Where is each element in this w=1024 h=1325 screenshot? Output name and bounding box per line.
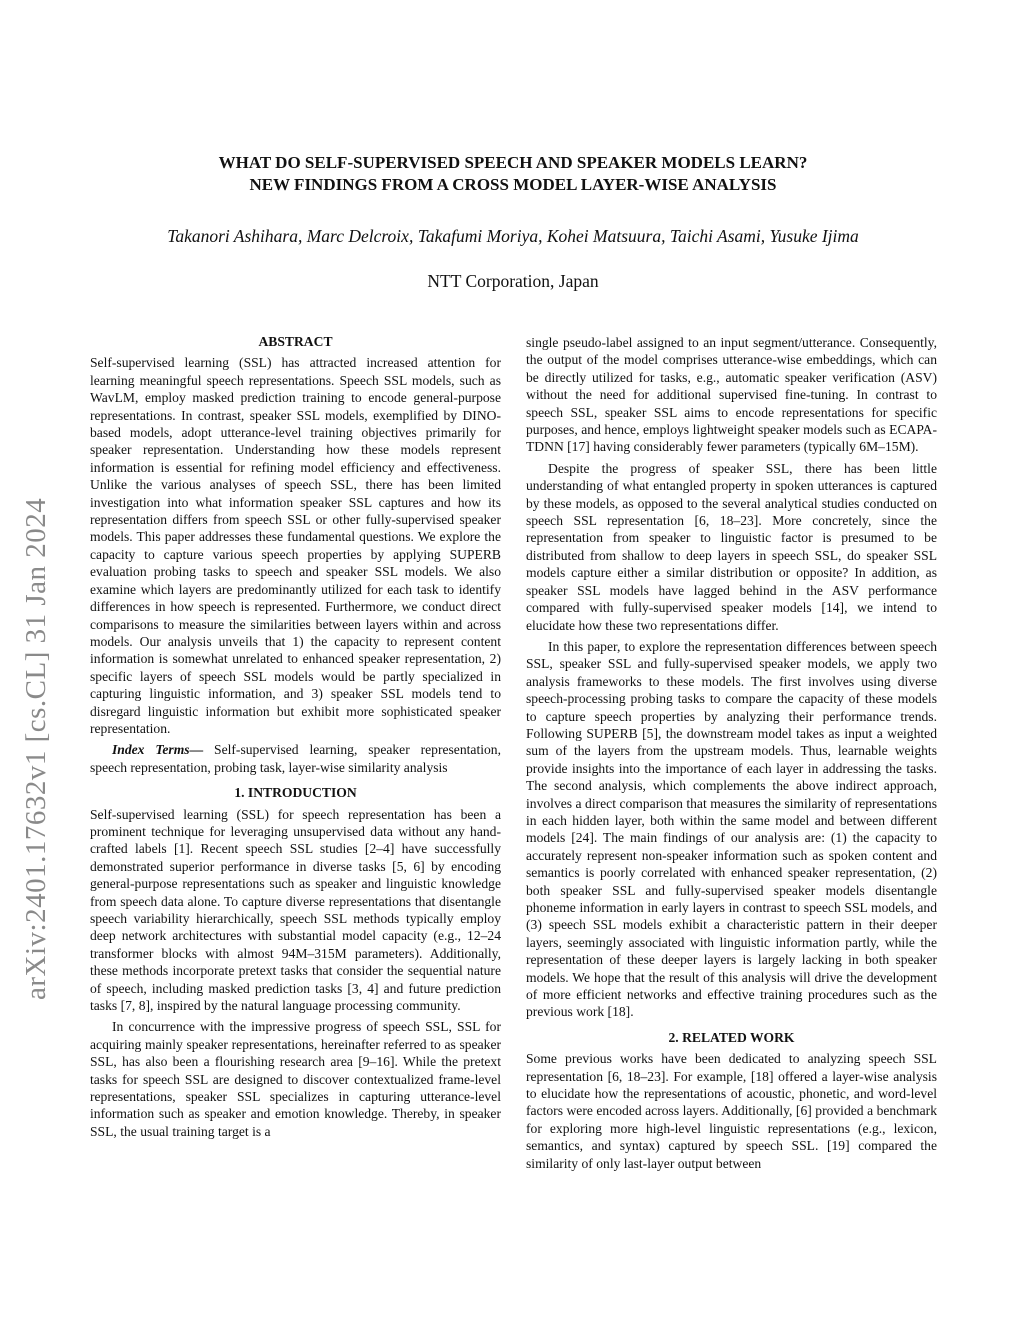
author-list: Takanori Ashihara, Marc Delcroix, Takafumi Moriya, Kohei Matsuura, Taichi Asami, Yusuke Ijima xyxy=(167,226,859,246)
arxiv-identifier: arXiv:2401.17632v1 [cs.CL] 31 Jan 2024 xyxy=(20,497,52,1000)
intro-paragraph-2-continued: single pseudo-label assigned to an input segment/utterance. Consequently, the output of the model comprises utterance-wise embeddings, which can be directly utilized for tasks, e.g., automatic speaker verification (ASV) without the need for additional supervised fine-tuning. In contrast to speech SSL, speaker SSL aims to encode representations for specific purposes, and hence, employs lightweight speaker models such as ECAPA-TDNN [17] having considerably fewer parameters (typically 6M–15M). xyxy=(526,335,937,455)
paper-title-line-1: WHAT DO SELF-SUPERVISED SPEECH AND SPEAKER MODELS LEARN? xyxy=(218,153,808,172)
right-column xyxy=(526,334,937,1172)
related-work-paragraph-1: Some previous works have been dedicated to analyzing speech SSL representation [6, 18–23]. For example, [18] offered a layer-wise analysis to elucidate how the representations of acoustic, phonetic, and word-level factors were encoded across layers. Additionally, [6] provided a benchmark for exploring more high-level linguistic representations (e.g., lexicon, semantics, and syntax) captured by speech SSL. [19] compared the similarity of only last-layer output between xyxy=(526,1051,937,1171)
index-terms-text: Self-supervised learning, speaker representation, speech representation, probing task, layer-wise similarity analysis xyxy=(90,742,501,775)
affiliation: NTT Corporation, Japan xyxy=(427,271,599,291)
intro-paragraph-2: In concurrence with the impressive progress of speech SSL, SSL for acquiring mainly speaker representations, hereinafter referred to as speaker SSL, has also been a flourishing research area [9–16]. While the pretext tasks for speech SSL are designed to discover contextualized frame-level representations, speaker SSL specializes in capturing utterance-level information such as speaker and emotion knowledge. Thereby, in speaker SSL, the usual training target is a xyxy=(90,1019,501,1139)
abstract-heading: ABSTRACT xyxy=(258,334,333,349)
abstract-text: Self-supervised learning (SSL) has attracted increased attention for learning meaningful speech representations. Speech SSL models, such as WavLM, employ masked prediction training to encode general-purpose representations. In contrast, speaker SSL models, exemplified by DINO-based models, adopt utterance-level training objectives primarily for speaker representation. Understanding how these models represent information is essential for refining model efficiency and effectiveness. Unlike the various analyses of speech SSL, there has been limited investigation into what information speaker SSL captures and how its representation differs from speech SSL or other fully-supervised speaker models. This paper addresses these fundamental questions. We explore the capacity to capture various speech properties by applying SUPERB evaluation probing tasks to speech and speaker SSL models. We also examine which layers are predominantly utilized for each task to identify differences in how speech is represented. Furthermore, we conduct direct comparisons to measure the similarities between layers within and across models. Our analysis unveils that 1) the capacity to represent content information is somewhat unrelated to enhanced speaker representation, 2) specific layers of speech SSL models would be partly specialized in capturing linguistic information, and 3) speaker SSL models tend to disregard linguistic information but exhibit more sophisticated speaker representation. xyxy=(90,355,501,736)
introduction-heading: 1. INTRODUCTION xyxy=(234,785,357,801)
intro-paragraph-3: Despite the progress of speaker SSL, there has been little understanding of what entangled property in spoken utterances is captured by these models, as opposed to the several analytical studies conducted on speech SSL representation [6, 18–23]. More concretely, since the representation from speaker to linguistic factor is presumed to be distributed from shallow to deep layers in speech SSL, do speaker SSL models capture either a similar distribution or opposite? In addition, as speaker SSL models have lagged behind in the ASV performance compared with fully-supervised speaker models [14], we intend to elucidate how these two representations differ. xyxy=(526,460,937,633)
index-terms xyxy=(90,741,501,776)
left-column xyxy=(90,333,501,1140)
intro-paragraph-4: In this paper, to explore the representation differences between speech SSL, speaker SSL and fully-supervised speaker models, we apply two analysis frameworks to these models. The first involves using diverse speech-processing probing tasks to compare the capacity of these models to capture speech properties by analyzing their performance trends. Following SUPERB [5], the downstream model takes as input a weighted sum of the layers from the upstream models. Thus, learnable weights provide insights into the importance of each layer in addressing the tasks. The second analysis, which complements the above indirect approach, involves a direct comparison that measures the similarity of representations in each hidden layer, both within the same model and between different models [24]. The main findings of our analysis are: (1) the capacity to accurately represent non-speaker information such as spoken content and semantics is poorly correlated with enhanced speaker representation, (2) both speaker SSL and fully-supervised speaker models disentangle phoneme information in early layers in contrast to speech SSL models, and (3) speech SSL models exhibit a characteristic pattern in their deeper layers, seemingly associated with linguistic information partly, while the representation of these deeper layers is largely lacking in both speaker models. We hope that the result of this analysis will drive the development of more efficient networks and effective training procedures such as the previous work [18]. xyxy=(526,638,937,1020)
related-work-heading: 2. RELATED WORK xyxy=(668,1029,795,1045)
intro-paragraph-1: Self-supervised learning (SSL) for speech representation has been a prominent technique for leveraging unsupervised data without any hand-crafted labels [1]. Recent speech SSL studies [2–4] have successfully demonstrated superior performance in diverse tasks [5, 6] by encoding general-purpose representations such as speaker and linguistic knowledge from speech data alone. To capture diverse representations that disentangle speech variability hierarchically, speech SSL methods typically employ deep network architectures with substantial model capacity (e.g., 12–24 transformer blocks with almost 94M–315M parameters). Additionally, these methods incorporate pretext tasks that consider the sequential nature of speech, including masked prediction tasks [3, 4] and future prediction tasks [7, 8], inspired by the natural language processing community. xyxy=(90,806,501,1014)
paper-title-line-2: NEW FINDINGS FROM A CROSS MODEL LAYER-WISE ANALYSIS xyxy=(249,175,777,194)
paper-header xyxy=(90,152,936,292)
index-terms-label: Index Terms— xyxy=(112,742,204,758)
